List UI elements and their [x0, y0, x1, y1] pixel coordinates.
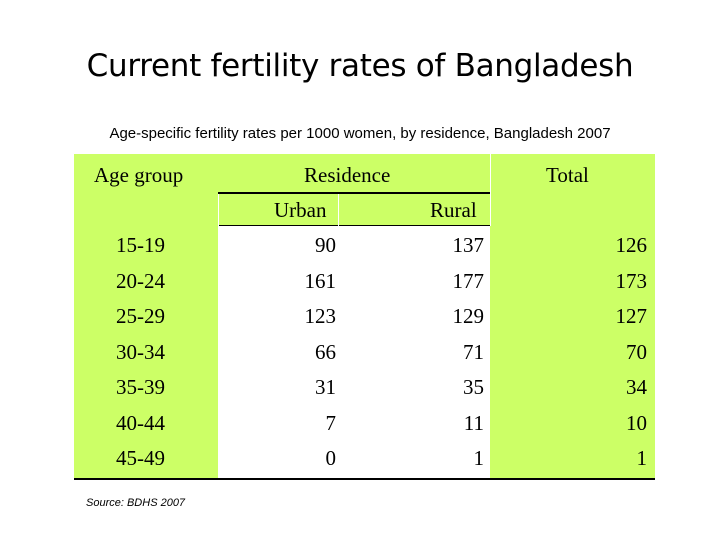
total-cell: 70 — [626, 339, 647, 364]
urban-header: Urban — [274, 198, 327, 222]
rural-cell: 129 — [452, 304, 484, 328]
urban-cell: 123 — [304, 304, 336, 328]
total-cell: 34 — [626, 375, 647, 399]
rural-cell: 71 — [463, 339, 484, 364]
age-group-cell: 45-49 — [116, 446, 165, 470]
urban-cell: 161 — [304, 268, 336, 293]
age-group-cell: 25-29 — [116, 304, 165, 328]
rural-cell: 1 — [473, 446, 484, 470]
rural-cell: 11 — [463, 410, 484, 435]
total-cell: 10 — [626, 410, 647, 435]
urban-cell: 0 — [325, 446, 336, 470]
source-note: Source: BDHS 2007 — [86, 497, 186, 509]
age-group-cell: 15-19 — [116, 233, 165, 257]
total-cell: 126 — [615, 233, 647, 257]
rural-cell: 35 — [463, 375, 484, 399]
header-separator — [218, 194, 219, 226]
urban-cell: 7 — [325, 410, 336, 435]
table-bottom-border — [74, 478, 655, 480]
header-separator — [490, 154, 491, 226]
urban-cell: 90 — [315, 233, 336, 257]
header-separator — [338, 194, 339, 226]
age-group-cell: 35-39 — [116, 375, 165, 399]
residence-header: Residence — [304, 163, 391, 187]
rural-cell: 137 — [452, 233, 484, 257]
slide-subtitle: Age-specific fertility rates per 1000 women, by residence, Bangladesh 2007 — [109, 125, 611, 142]
total-cell: 1 — [636, 446, 647, 470]
urban-cell: 66 — [315, 339, 336, 364]
rural-cell: 177 — [452, 268, 484, 293]
total-header: Total — [546, 163, 589, 187]
age-group-header: Age group — [94, 163, 184, 187]
slide-title: Current fertility rates of Bangladesh — [86, 48, 634, 84]
urban-cell: 31 — [315, 375, 336, 399]
total-cell: 173 — [615, 268, 647, 293]
total-cell: 127 — [615, 304, 647, 328]
age-group-cell: 30-34 — [116, 339, 165, 364]
fertility-table — [74, 154, 655, 479]
rural-header: Rural — [430, 198, 477, 222]
age-group-cell: 20-24 — [116, 268, 165, 293]
age-group-cell: 40-44 — [116, 410, 165, 435]
